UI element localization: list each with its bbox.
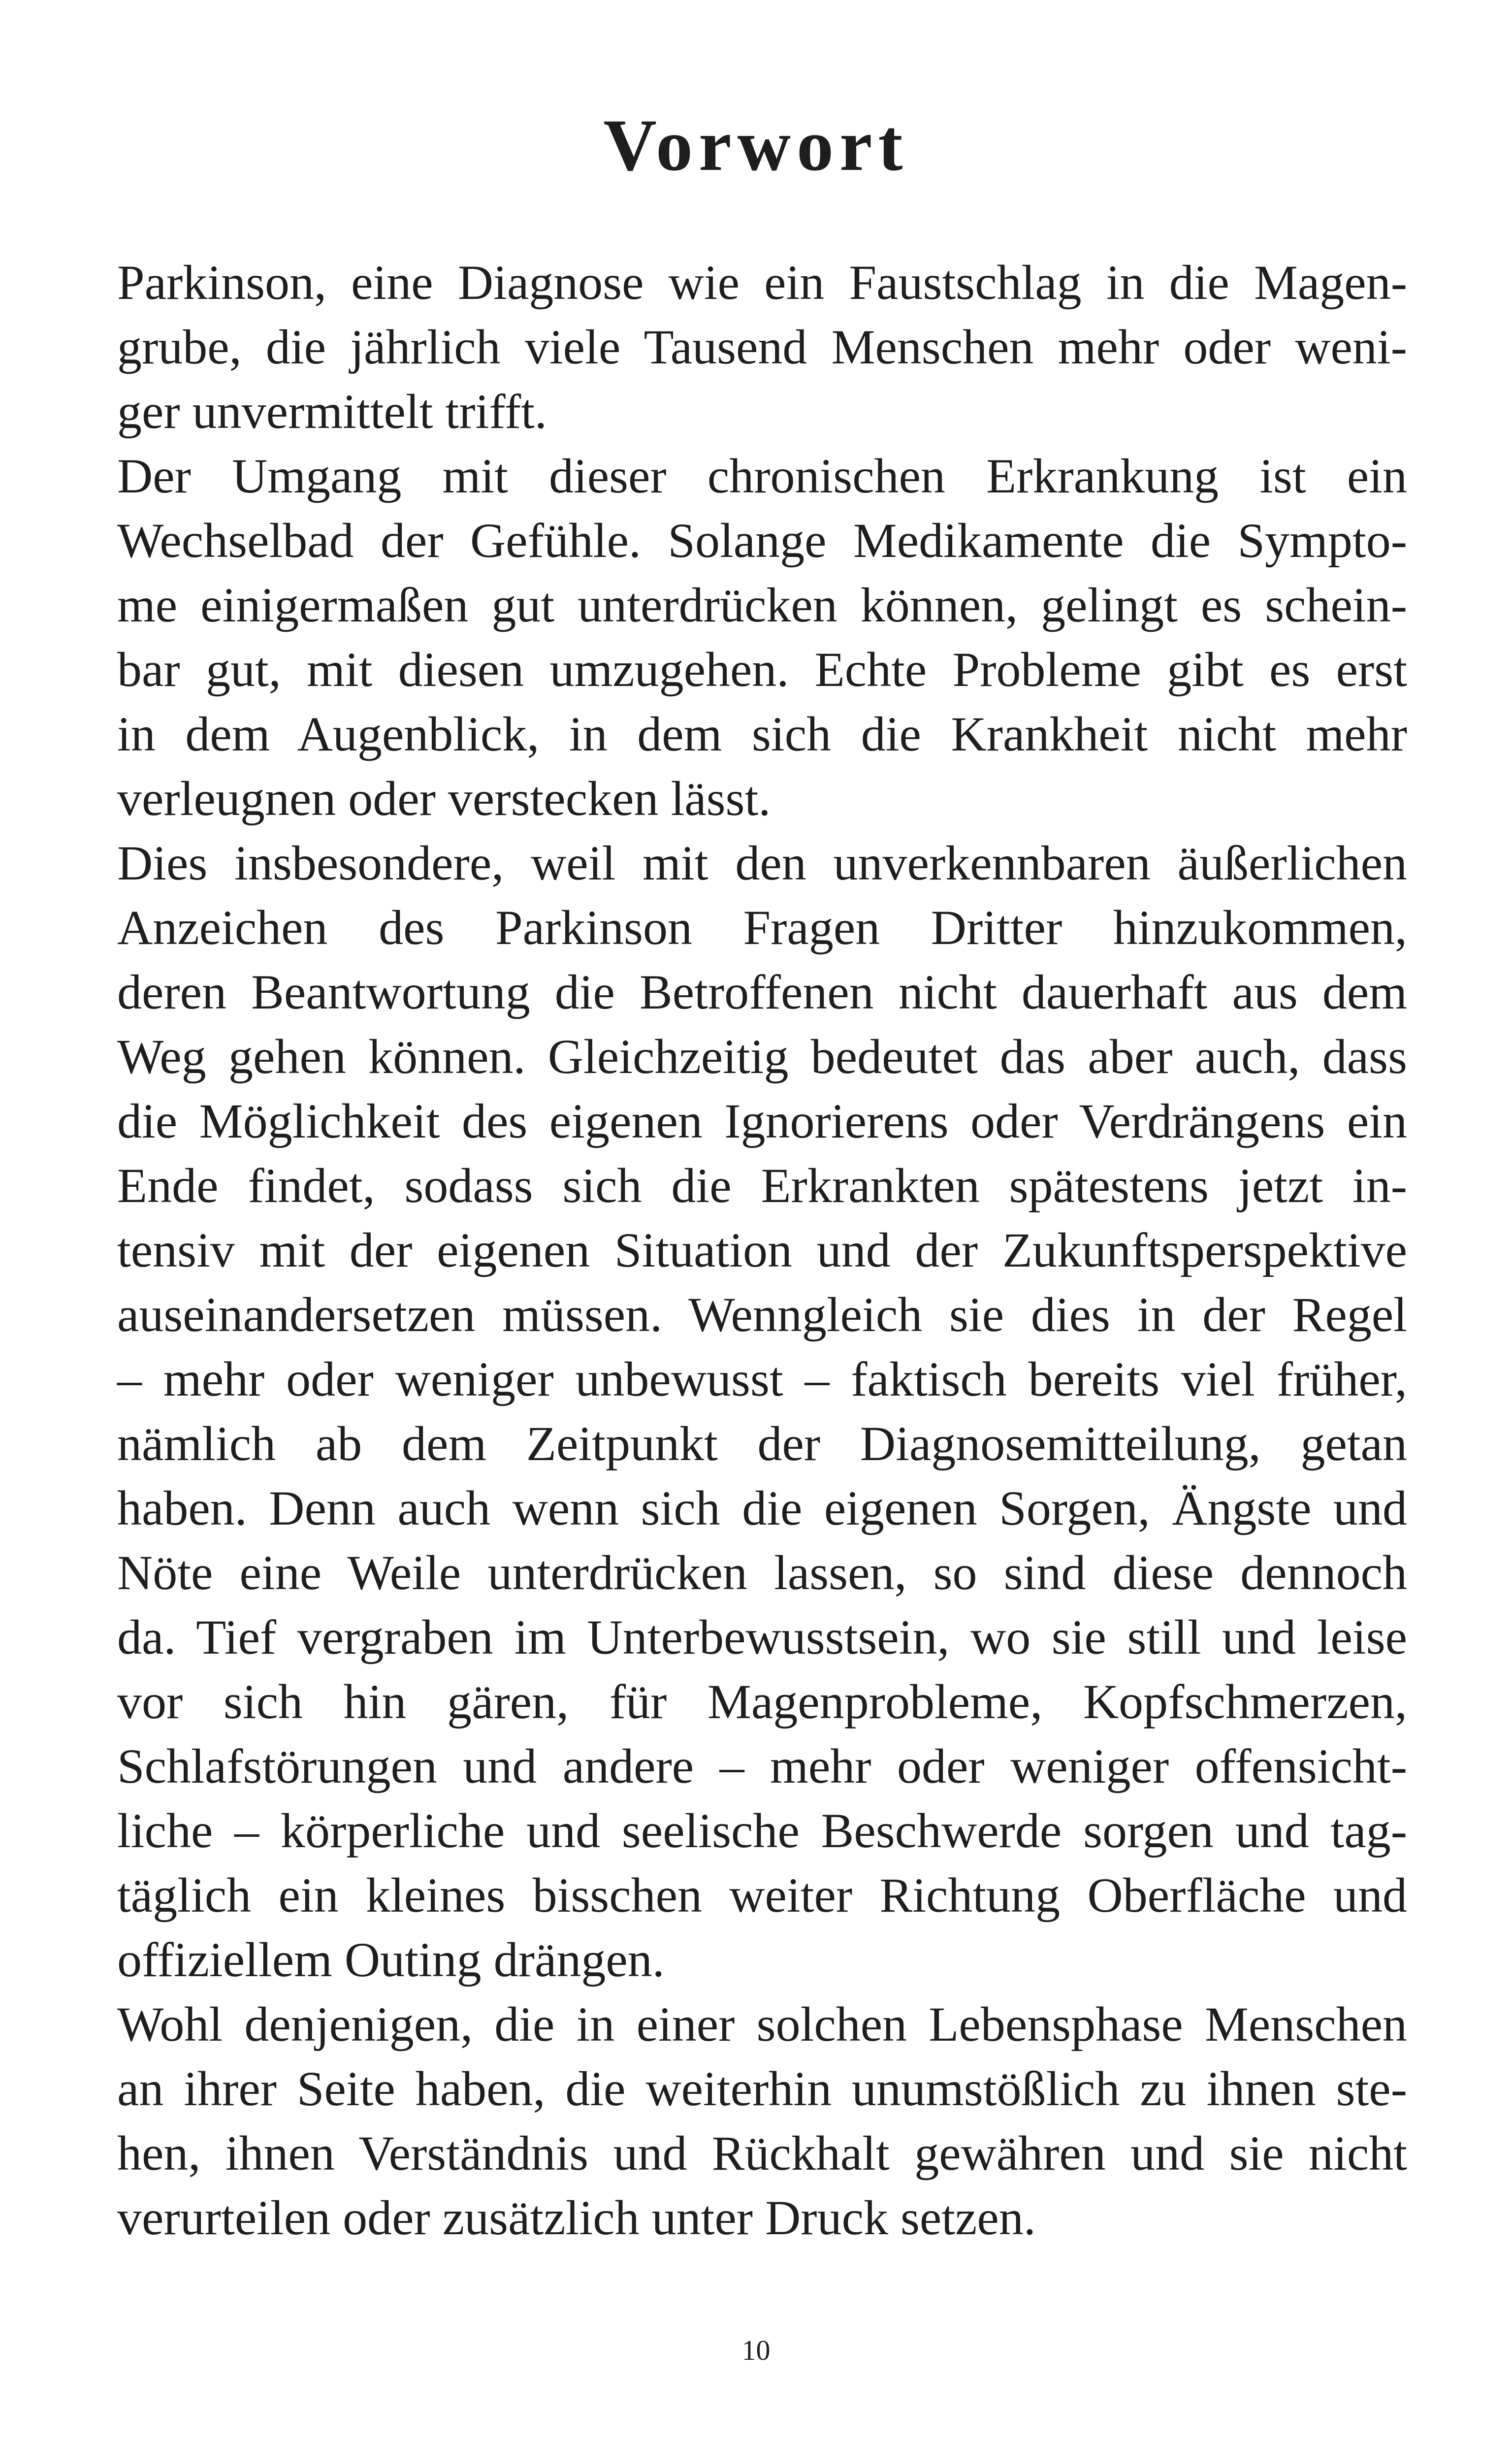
text-line: verurteilen oder zusätzlich unter Druck setzen. — [117, 2190, 1036, 2245]
text-line: an ihrer Seite haben, die weiterhin unumstößlich zu ihnen ste- — [117, 2061, 1407, 2116]
text-line: Wechselbad der Gefühle. Solange Medikamente die Sympto- — [117, 513, 1407, 568]
page-number: 10 — [741, 2334, 771, 2366]
text-line: deren Beantwortung die Betroffenen nicht dauerhaft aus dem — [117, 965, 1407, 1019]
text-line: me einigermaßen gut unterdrücken können, gelingt es schein- — [117, 578, 1407, 632]
text-line: Dies insbesondere, weil mit den unverkennbaren äußerlichen — [117, 836, 1407, 890]
text-line: vor sich hin gären, für Magenprobleme, Kopfschmerzen, — [117, 1674, 1407, 1729]
text-line: auseinandersetzen müssen. Wenngleich sie dies in der Regel — [117, 1287, 1407, 1342]
paragraph — [117, 444, 1407, 831]
text-line: Weg gehen können. Gleichzeitig bedeutet das aber auch, dass — [117, 1029, 1407, 1084]
text-line: Schlafstörungen und andere – mehr oder weniger offensicht- — [117, 1739, 1407, 1793]
text-line: nämlich ab dem Zeitpunkt der Diagnosemitteilung, getan — [117, 1416, 1407, 1471]
text-line: grube, die jährlich viele Tausend Menschen mehr oder weni- — [117, 320, 1407, 374]
paragraph — [117, 250, 1407, 444]
text-line: Parkinson, eine Diagnose wie ein Faustschlag in die Magen- — [117, 255, 1407, 310]
text-line: bar gut, mit diesen umzugehen. Echte Probleme gibt es erst — [117, 642, 1407, 697]
text-line: Nöte eine Weile unterdrücken lassen, so sind diese dennoch — [117, 1545, 1407, 1600]
paragraph — [117, 831, 1407, 1992]
text-line: Anzeichen des Parkinson Fragen Dritter hinzukommen, — [117, 900, 1407, 955]
text-line: – mehr oder weniger unbewusst – faktisch bereits viel früher, — [117, 1352, 1407, 1406]
text-line: ger unvermittelt trifft. — [117, 384, 547, 439]
body-text — [117, 250, 1407, 2250]
paragraph — [117, 1992, 1407, 2250]
text-line: Ende findet, sodass sich die Erkrankten spätestens jetzt in- — [117, 1158, 1407, 1213]
text-line: tensiv mit der eigenen Situation und der Zukunftsperspektive — [117, 1223, 1407, 1277]
text-line: die Möglichkeit des eigenen Ignorierens oder Verdrängens ein — [117, 1094, 1407, 1148]
page-title: Vorwort — [603, 104, 909, 186]
text-line: täglich ein kleines bisschen weiter Richtung Oberfläche und — [117, 1868, 1407, 1922]
text-line: Wohl denjenigen, die in einer solchen Lebensphase Menschen — [117, 1997, 1407, 2052]
text-line: liche – körperliche und seelische Beschwerde sorgen und tag- — [117, 1803, 1407, 1858]
text-line: da. Tief vergraben im Unterbewusstsein, wo sie still und leise — [117, 1610, 1407, 1664]
text-line: verleugnen oder verstecken lässt. — [117, 771, 771, 826]
text-line: hen, ihnen Verständnis und Rückhalt gewähren und sie nicht — [117, 2126, 1407, 2181]
text-line: Der Umgang mit dieser chronischen Erkrankung ist ein — [117, 449, 1407, 503]
text-line: offiziellem Outing drängen. — [117, 1932, 665, 1987]
text-line: haben. Denn auch wenn sich die eigenen Sorgen, Ängste und — [117, 1481, 1407, 1535]
text-line: in dem Augenblick, in dem sich die Krankheit nicht mehr — [117, 707, 1407, 761]
